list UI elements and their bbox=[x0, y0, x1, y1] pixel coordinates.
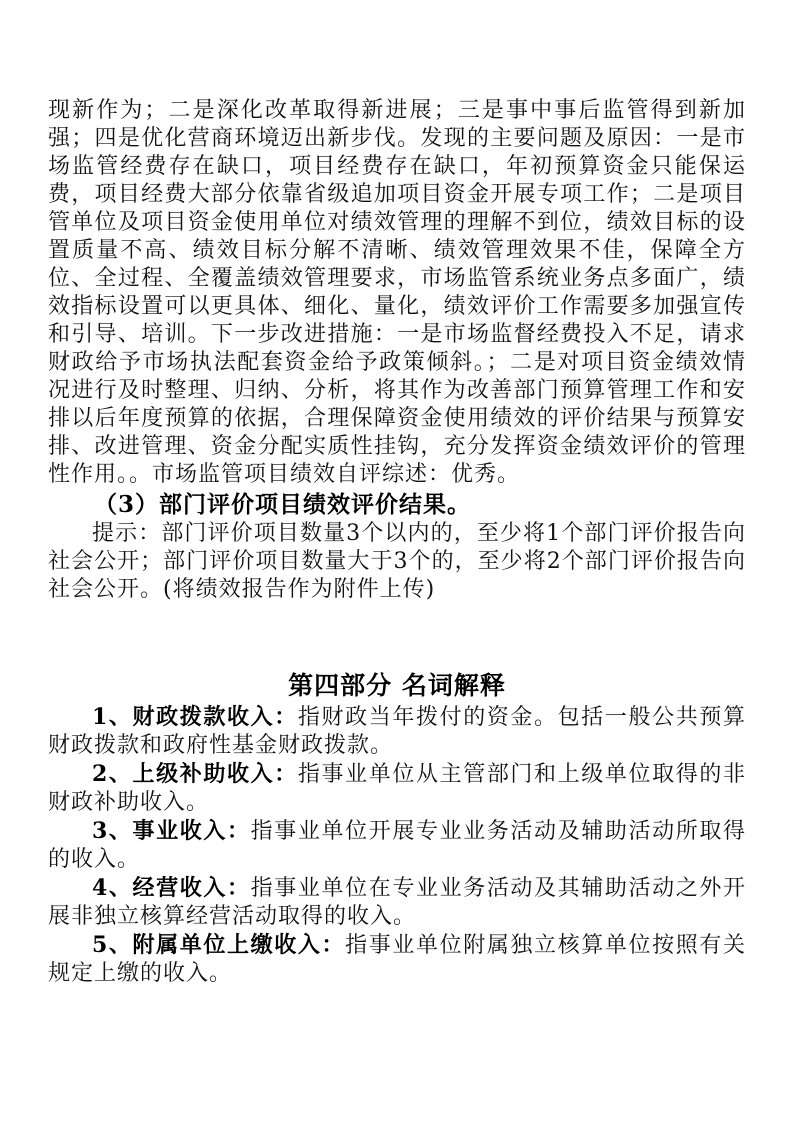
term-item-2 bbox=[48, 760, 746, 817]
term-2-definition: 指事业单位从主管部门和上级单位取得的非财政补助收入。 bbox=[48, 762, 746, 815]
term-item-4 bbox=[48, 874, 746, 931]
term-5-label: 5、附属单位上缴收入： bbox=[92, 932, 346, 958]
term-3-definition: 指事业单位开展专业业务活动及辅助活动所取得的收入。 bbox=[48, 819, 746, 872]
term-item-1 bbox=[48, 703, 746, 760]
term-1-label: 1、财政拨款收入： bbox=[92, 704, 298, 730]
term-item-3 bbox=[48, 817, 746, 874]
term-4-label: 4、经营收入： bbox=[92, 875, 251, 901]
term-1-definition: 指财政当年拨付的资金。包括一般公共预算财政拨款和政府性基金财政拨款。 bbox=[48, 705, 746, 758]
term-2-label: 2、上级补助收入： bbox=[92, 761, 298, 787]
terms-list bbox=[48, 703, 746, 988]
subsection-heading-dept-evaluation-result: （3）部门评价项目绩效评价结果。 bbox=[94, 491, 472, 518]
term-4-definition: 指事业单位在专业业务活动及其辅助活动之外开展非独立核算经营活动取得的收入。 bbox=[48, 876, 746, 929]
note-paragraph: 提示：部门评价项目数量3个以内的，至少将1个部门评价报告向社会公开；部门评价项目数量大于3个的，至少将2个部门评价报告向社会公开。(将绩效报告作为附件上传) bbox=[48, 521, 746, 602]
section-heading-part-four: 第四部分 名词解释 bbox=[288, 671, 506, 700]
continuation-paragraph: 现新作为；二是深化改革取得新进展；三是事中事后监管得到新加强；四是优化营商环境迈出新步伐。发现的主要问题及原因：一是市场监管经费存在缺口，项目经费存在缺口，年初预算资金只能保运费，项目经费大部分依靠省级追加项目资金开展专项工作；二是项目管单位及项目资金使用单位对绩效管理的理解不到位，绩效目标的设置质量不高、绩效目标分解不清晰、绩效管理效果不佳，保障全方位、全过程、全覆盖绩效管理要求，市场监管系统业务点多面广，绩效指标设置可以更具体、细化、量化，绩效评价工作需要多加强宣传和引导、培训。下一步改进措施：一是市场监督经费投入不足，请求财政给予市场执法配套资金给予政策倾斜。；二是对项目资金绩效情况进行及时整理、归纳、分析，将其作为改善部门预算管理工作和安排以后年度预算的依据，合理保障资金使用绩效的评价结果与预算安排、改进管理、资金分配实质性挂钩，充分发挥资金绩效评价的管理性作用。。市场监管项目绩效自评综述：优秀。 bbox=[48, 98, 746, 487]
term-3-label: 3、事业收入： bbox=[92, 818, 251, 844]
term-item-5 bbox=[48, 931, 746, 988]
term-5-definition: 指事业单位附属独立核算单位按照有关规定上缴的收入。 bbox=[48, 933, 746, 986]
